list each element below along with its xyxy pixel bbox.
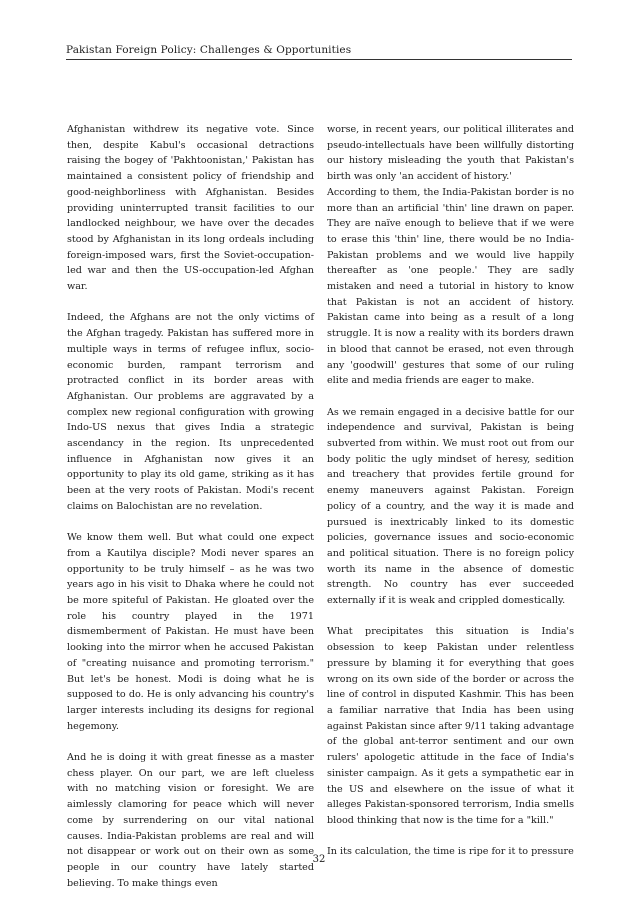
header-rule (66, 59, 572, 60)
paragraph: According to them, the India-Pakistan border is no more than an artificial 'thin' line drawn on paper. They are naïve enough to believe that if we were to erase this 'thin' line, there would be no India-Pakistan problems and we would live happily thereafter as 'one people.' They are sadly mistaken and need a tutorial in history to know that Pakistan is not an accident of history. Pakistan came into being as a result of a long struggle. It is now a reality with its borders drawn in blood that cannot be erased, not even through any 'goodwill' gestures that some of our ruling elite and media friends are eager to make. (327, 186, 574, 387)
right-column (327, 122, 574, 876)
left-column (67, 122, 314, 907)
running-head: Pakistan Foreign Policy: Challenges & Opportunities (66, 44, 352, 56)
paragraph: In its calculation, the time is ripe for it to pressure (327, 846, 574, 858)
paragraph: Afghanistan withdrew its negative vote. Since then, despite Kabul's occasional detractions raising the bogey of 'Pakhtoonistan,' Pakistan has maintained a consistent policy of friendship and good-neighborliness with Afghanistan. Besides providing uninterrupted transit facilities to our landlocked neighbour, we have over the decades stood by Afghanistan in its long ordeals including foreign-imposed wars, first the Soviet-occupation-led war and then the US-occupation-led Afghan war. (67, 124, 314, 293)
page-number: 32 (312, 854, 326, 865)
paragraph: And he is doing it with great finesse as a master chess player. On our part, we are left clueless with no matching vision or foresight. We are aimlessly clamoring for peace which will never come by surrendering on our vital national causes. India-Pakistan problems are real and will not disappear or work out on their own as some people in our country have lately started believing. To make things even (67, 752, 314, 889)
paragraph: We know them well. But what could one expect from a Kautilya disciple? Modi never spares an opportunity to be truly himself – as he was two years ago in his visit to Dhaka where he could not be more spiteful of Pakistan. He gloated over the role his country played in the 1971 dismemberment of Pakistan. He must have been looking into the mirror when he accused Pakistan of "creating nuisance and promoting terrorism." But let's be honest. Modi is doing what he is supposed to do. He is only advancing his country's larger interests including its designs for regional hegemony. (67, 532, 314, 732)
paragraph: What precipitates this situation is India's obsession to keep Pakistan under relentless pressure by blaming it for everything that goes wrong on its own side of the border or across the line of control in disputed Kashmir. This has been a familiar narrative that India has been using against Pakistan since after 9/11 taking advantage of the global ant-terror sentiment and our own rulers' apologetic attitude in the face of India's sinister campaign. As it gets a sympathetic ear in the US and elsewhere on the issue of what it alleges Pakistan-sponsored terrorism, India smells blood thinking that now is the time for a "kill." (327, 626, 574, 826)
paragraph: Indeed, the Afghans are not the only victims of the Afghan tragedy. Pakistan has suffered more in multiple ways in terms of refugee influx, socio-economic burden, rampant terrorism and protracted conflict in its border areas with Afghanistan. Our problems are aggravated by a complex new regional configuration with growing Indo-US nexus that gives India a strategic ascendancy in the region. Its unprecedented influence in Afghanistan now gives it an opportunity to play its old game, striking as it has been at the very roots of Pakistan. Modi's recent claims on Balochistan are no revelation. (67, 312, 314, 512)
paragraph: worse, in recent years, our political illiterates and pseudo-intellectuals have been willfully distorting our history misleading the youth that Pakistan's birth was only 'an accident of history.' (327, 124, 574, 183)
paragraph: As we remain engaged in a decisive battle for our independence and survival, Pakistan is being subverted from within. We must root out from our body politic the ugly mindset of heresy, sedition and treachery that provides fertile ground for enemy maneuvers against Pakistan. Foreign policy of a country, and the way it is made and pursued is inextricably linked to its domestic policies, governance issues and socio-economic and political situation. There is no foreign policy worth its name in the absence of domestic strength. No country has ever succeeded externally if it is weak and crippled domestically. (327, 406, 574, 607)
